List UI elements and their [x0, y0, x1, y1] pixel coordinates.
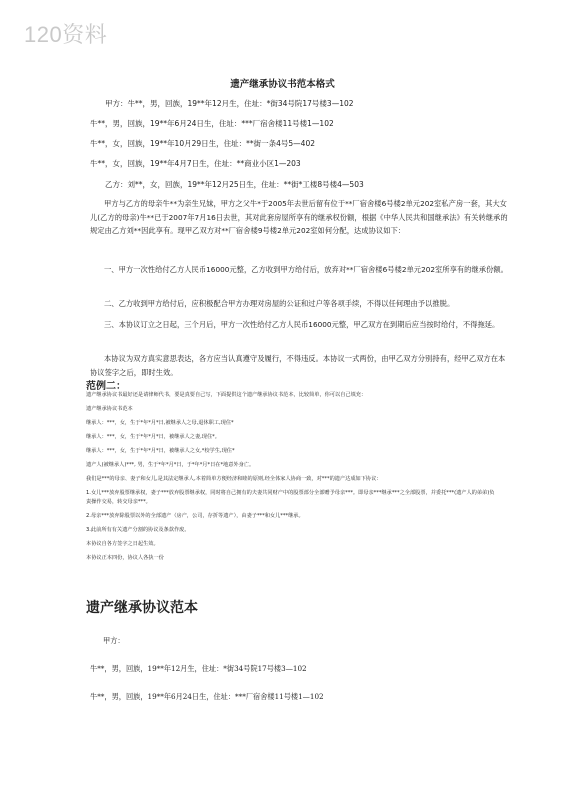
- party-line: 牛**，女，回族，19**年10月29日生，住址：**街一条4号5—402: [90, 139, 315, 148]
- example-line: 遗产继承协议书最好还是请律师代书，要是真要自己写，下面提供这个遗产继承协议书范本，比较简单，你可以自己填充：: [86, 392, 367, 398]
- party-line: 牛**，男，回族，19**年6月24日生，住址：***厂宿舍楼11号楼1—102: [90, 119, 334, 128]
- example-line: 遗产人(被继承人)***, 男，生于*年*月*日，于*年*月*日在*地意外身亡。: [86, 462, 255, 468]
- paragraph: 本协议为双方真实意思表达，各方应当认真遵守及履行，不得违反。本协议一式两份，由甲乙双方分别持有，经甲乙双方在本协议签字之后，即时生效。: [90, 354, 506, 377]
- example-line: 本协议正本四份，协议人各执一份: [86, 555, 164, 561]
- example-heading: 范例二：: [86, 381, 126, 392]
- paragraph: 甲方与乙方的母亲牛**为亲生兄妹，甲方之父牛*于2005年去世后留有位于**厂宿舍楼6号楼2单元202室私产房一套，其大女儿(乙方的母亲)牛**已于2007年7月16日去世，其对此套房屋所享有的继承权份额，根据《中华人民共和国继承法》有关转继承的规定由乙方刘**因此享有。现甲乙双方对**厂宿舍楼9号楼2单元202室如何分配，达成协议如下：: [90, 199, 508, 235]
- watermark-logo: 120资料: [24, 22, 108, 47]
- example-line: 继承人：***，女，生于*年*月*日，被继承人之女,*校学生,现住*: [86, 448, 235, 454]
- example-line: 2.母亲***放弃除股票以外的全部遗产（房产，公司，存折等遗产），由妻子***和女儿***继承。: [86, 513, 304, 519]
- example-line: 1.女儿***放弃股票继承权，妻子***放弃股票继承权，同时将自己拥有的夫妻共同财产中的股票部分全部赠予母亲***。即母亲***继承***之全部股票，并委托***(遗产人的弟弟)负责操作交易，转交母亲***。: [86, 490, 495, 505]
- paragraph: 三、本协议订立之日起，三个月后，甲方一次性给付乙方人民币16000元整，甲乙双方在到期后应当按时给付，不得拖延。: [104, 320, 500, 329]
- example-line: 本协议自各方签字之日起生效。: [86, 541, 159, 547]
- example-line: 遗产继承协议书范本: [86, 406, 133, 412]
- example-body: [86, 391, 496, 563]
- party-line: 甲方：: [103, 636, 125, 645]
- section-title: 遗产继承协议范本: [86, 600, 198, 616]
- agreement-closing: [90, 352, 510, 379]
- agreement-clause: [90, 297, 510, 311]
- agreement-clause: [90, 263, 510, 277]
- party-line: 甲方：牛**，男，回族，19**年12月生，住址：*街34号院17号楼3—102: [105, 99, 354, 108]
- party-line: 乙方：刘**，女，回族，19**年12月25日生，住址：**街*工楼8号楼4—503: [105, 180, 364, 189]
- example-line: 继承人：***，女，生于*年*月*日,被继承人之母,退休职工,现住*: [86, 420, 234, 426]
- party-line: 牛**，男，回族，19**年12月生，住址：*街34号院17号楼3—102: [90, 664, 307, 673]
- agreement-clause: [90, 318, 510, 332]
- example-line: 继承人：***，女，生于*年*月*日，被继承人之妻,现住*。: [86, 434, 220, 440]
- party-line: 牛**，男，回族，19**年6月24日生，住址：***厂宿舍楼11号楼1—102: [90, 692, 324, 701]
- document-title: 遗产继承协议书范本格式: [230, 79, 335, 90]
- example-line: 3.此前所有有关遗产分割的协议及条款作废。: [86, 527, 190, 533]
- party-line: 牛**，女，回族，19**年4月7日生，住址：**商业小区1—203: [90, 159, 301, 168]
- paragraph: 一、甲方一次性给付乙方人民币16000元整，乙方收到甲方给付后，放弃对**厂宿舍楼6号楼2单元202室所享有的继承份额。: [104, 265, 508, 274]
- agreement-intro: [90, 197, 510, 238]
- paragraph: 二、乙方收到甲方给付后，应积极配合甲方办理对房屋的公证和过户等各项手续，不得以任何理由予以推脱。: [104, 299, 455, 308]
- example-line: 我们是***的母亲、妻子和女儿,是其法定继承人,本着简单方便经济和睦的原则,经全体家人协商一致，对***的遗产达成如下协议：: [86, 476, 382, 482]
